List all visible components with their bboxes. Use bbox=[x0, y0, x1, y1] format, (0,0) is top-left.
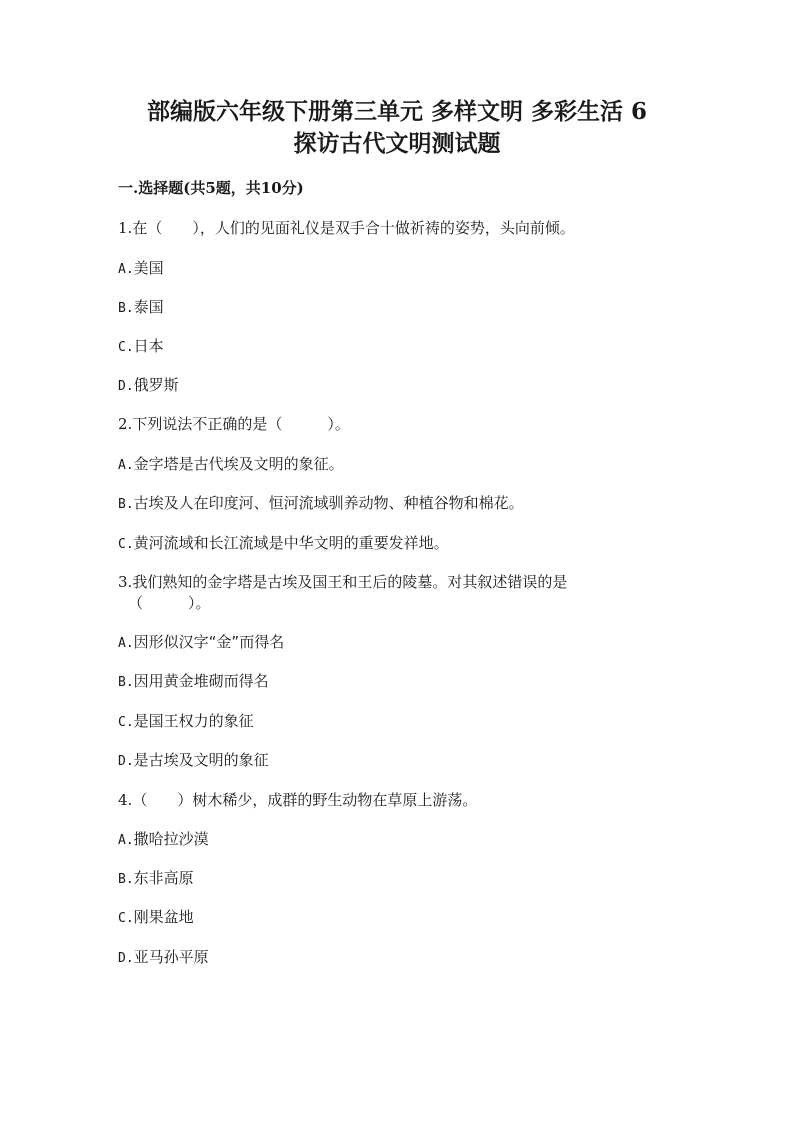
option-letter: A. bbox=[118, 833, 134, 848]
q2-option-a[interactable] bbox=[118, 454, 344, 476]
option-letter: C. bbox=[118, 537, 134, 552]
question-text: 在（ ），人们的见面礼仪是双手合十做祈祷的姿势，头向前倾。 bbox=[132, 219, 575, 237]
question-text: 我们熟知的金字塔是古埃及国王和王后的陵墓。对其叙述错误的是 bbox=[132, 573, 568, 591]
option-text: 刚果盆地 bbox=[133, 908, 194, 926]
q1-option-d[interactable] bbox=[118, 375, 179, 397]
q4-option-c[interactable] bbox=[118, 907, 194, 929]
q4-option-d[interactable] bbox=[118, 947, 209, 969]
q3-option-a[interactable] bbox=[118, 632, 284, 654]
question-number: 4. bbox=[118, 791, 133, 809]
option-text: 美国 bbox=[133, 259, 164, 277]
q4-option-b[interactable] bbox=[118, 868, 194, 890]
page-title bbox=[110, 96, 684, 160]
option-letter: A. bbox=[118, 636, 134, 651]
q3-option-c[interactable] bbox=[118, 711, 254, 733]
question-text: 下列说法不正确的是（ ）。 bbox=[132, 415, 350, 433]
question-3-continuation: （ ）。 bbox=[128, 594, 211, 612]
option-letter: D. bbox=[118, 379, 134, 394]
question-text: （ ）树木稀少，成群的野生动物在草原上游荡。 bbox=[132, 791, 478, 809]
option-letter: B. bbox=[118, 872, 134, 887]
option-letter: C. bbox=[118, 911, 134, 926]
q1-option-b[interactable] bbox=[118, 297, 164, 319]
q3-option-d[interactable] bbox=[118, 750, 269, 772]
option-text: 东非高原 bbox=[133, 869, 194, 887]
option-text: 金字塔是古代埃及文明的象征。 bbox=[133, 455, 344, 473]
q4-option-a[interactable] bbox=[118, 829, 209, 851]
option-text: 因用黄金堆砌而得名 bbox=[133, 672, 269, 690]
q2-option-b[interactable] bbox=[118, 493, 524, 515]
option-letter: B. bbox=[118, 497, 134, 512]
q1-option-c[interactable] bbox=[118, 336, 164, 358]
option-text: 是古埃及文明的象征 bbox=[133, 751, 269, 769]
question-number: 2. bbox=[118, 415, 133, 433]
option-text: 因形似汉字“金”而得名 bbox=[133, 633, 285, 651]
option-letter: B. bbox=[118, 675, 134, 690]
option-text: 泰国 bbox=[133, 298, 164, 316]
q1-option-a[interactable] bbox=[118, 258, 164, 280]
option-letter: B. bbox=[118, 301, 134, 316]
question-2 bbox=[118, 414, 350, 434]
question-4 bbox=[118, 790, 477, 810]
option-text: 俄罗斯 bbox=[133, 376, 179, 394]
q2-option-c[interactable] bbox=[118, 533, 449, 555]
q3-option-b[interactable] bbox=[118, 671, 269, 693]
question-number: 1. bbox=[118, 219, 133, 237]
question-1 bbox=[118, 218, 575, 238]
option-letter: D. bbox=[118, 951, 134, 966]
option-letter: D. bbox=[118, 754, 134, 769]
section-heading: 一.选择题(共5题，共10分) bbox=[118, 179, 304, 197]
option-letter: C. bbox=[118, 715, 134, 730]
question-3 bbox=[118, 572, 567, 592]
option-text: 是国王权力的象征 bbox=[133, 712, 254, 730]
option-letter: A. bbox=[118, 458, 134, 473]
option-letter: A. bbox=[118, 262, 134, 277]
option-text: 黄河流域和长江流域是中华文明的重要发祥地。 bbox=[133, 534, 449, 552]
title-line-2: 探访古代文明测试题 bbox=[293, 130, 501, 157]
option-text: 古埃及人在印度河、恒河流域驯养动物、种植谷物和棉花。 bbox=[133, 494, 524, 512]
option-letter: C. bbox=[118, 340, 134, 355]
title-line-1: 部编版六年级下册第三单元 多样文明 多彩生活 6 bbox=[146, 98, 648, 125]
question-number: 3. bbox=[118, 573, 133, 591]
option-text: 撒哈拉沙漠 bbox=[133, 830, 209, 848]
option-text: 亚马孙平原 bbox=[133, 948, 209, 966]
option-text: 日本 bbox=[133, 337, 164, 355]
